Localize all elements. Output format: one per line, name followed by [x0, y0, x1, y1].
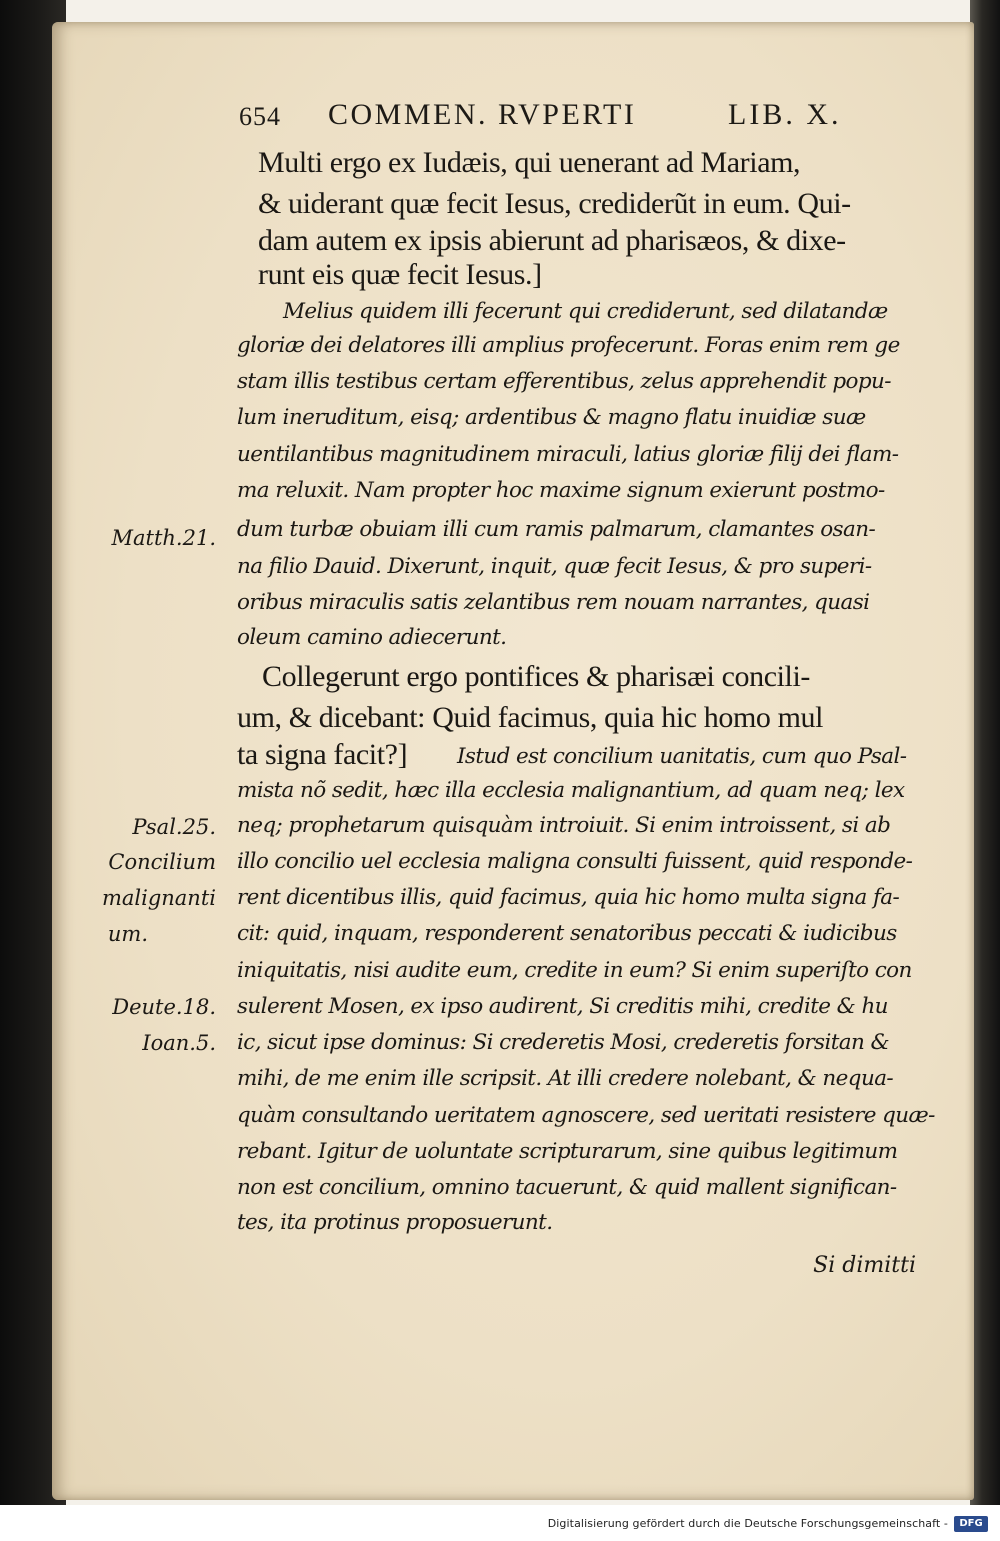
page-edge: [970, 0, 1000, 1541]
margin-note: Deute.18.: [112, 995, 216, 1019]
scripture-line: um, & dicebant: Quid facimus, quia hic homo mul: [237, 701, 824, 734]
commentary-line: rent dicentibus illis, quid facimus, quia hic homo multa signa fa-: [237, 885, 900, 910]
commentary-line: stam illis testibus certam efferentibus, zelus apprehendit popu-: [237, 369, 891, 394]
commentary-line: uentilantibus magnitudinem miraculi, latius gloriæ filij dei flam-: [237, 442, 899, 467]
commentary-line: ic, sicut ipse dominus: Si crederetis Mosi, crederetis forsitan &: [237, 1030, 890, 1055]
margin-note: Matth.21.: [111, 526, 216, 550]
commentary-line: mista nõ sedit, hæc illa ecclesia malignantium, ad quam neq; lex: [237, 778, 905, 803]
margin-note: Concilium: [108, 850, 216, 874]
catchword: Si dimitti: [813, 1253, 916, 1278]
commentary-line: oribus miraculis satis zelantibus rem nouam narrantes, quasi: [237, 590, 870, 615]
commentary-line: ma reluxit. Nam propter hoc maxime signum exierunt postmo-: [237, 478, 885, 503]
commentary-line: neq; prophetarum quisquàm introiuit. Si enim introissent, si ab: [237, 813, 891, 838]
commentary-line: Istud est concilium uanitatis, cum quo Psal-: [457, 744, 907, 769]
scripture-line: dam autem ex ipsis abierunt ad pharisæos, & dixe-: [258, 224, 846, 257]
commentary-line: iniquitatis, nisi audite eum, credite in eum? Si enim superiſto con: [237, 958, 912, 983]
scripture-line: & uiderant quæ fecit Iesus, crediderũt in eum. Qui-: [258, 187, 851, 220]
margin-note: um.: [107, 922, 148, 946]
commentary-line: tes, ita protinus proposuerunt.: [237, 1210, 553, 1235]
commentary-line: sulerent Mosen, ex ipso audirent, Si creditis mihi, credite & hu: [237, 994, 888, 1019]
running-title: COMMEN. RVPERTI: [328, 98, 637, 131]
scripture-line: Collegerunt ergo pontifices & pharisæi concili-: [262, 660, 811, 693]
running-book-number: LIB. X.: [728, 98, 842, 131]
commentary-line: gloriæ dei delatores illi amplius profecerunt. Foras enim rem ge: [237, 333, 900, 358]
scripture-line: ta signa facit?]: [237, 738, 408, 771]
margin-note: Psal.25.: [132, 815, 216, 839]
commentary-line: mihi, de me enim ille scripsit. At illi credere nolebant, & nequa-: [237, 1066, 894, 1091]
commentary-line: dum turbæ obuiam illi cum ramis palmarum, clamantes osan-: [237, 517, 876, 542]
margin-note: Ioan.5.: [142, 1031, 216, 1055]
commentary-line: oleum camino adiecerunt.: [237, 625, 507, 650]
commentary-line: quàm consultando ueritatem agnoscere, sed ueritati resistere quæ-: [237, 1103, 935, 1128]
commentary-line: Melius quidem illi fecerunt qui crediderunt, sed dilatandæ: [283, 299, 888, 324]
margin-note: malignanti: [101, 886, 216, 910]
page-number: 654: [239, 102, 281, 131]
commentary-line: na filio Dauid. Dixerunt, inquit, quæ fecit Iesus, & pro superi-: [237, 554, 872, 579]
dfg-logo-icon: DFG: [954, 1516, 988, 1532]
commentary-line: illo concilio uel ecclesia maligna consulti fuissent, quid responde-: [237, 849, 913, 874]
commentary-line: non est concilium, omnino tacuerunt, & quid mallent significan-: [237, 1175, 897, 1200]
commentary-line: cit: quid, inquam, responderent senatoribus peccati & iudicibus: [237, 921, 897, 946]
scripture-line: Multi ergo ex Iudæis, qui uenerant ad Mariam,: [258, 146, 801, 179]
commentary-line: rebant. Igitur de uoluntate scripturarum, sine quibus legitimum: [237, 1139, 898, 1164]
commentary-line: lum ineruditum, eisq; ardentibus & magno flatu inuidiæ suæ: [237, 405, 866, 430]
digitization-credit: Digitalisierung gefördert durch die Deutsche Forschungsgemeinschaft -: [547, 1517, 948, 1530]
scripture-line: runt eis quæ fecit Iesus.]: [258, 258, 542, 291]
